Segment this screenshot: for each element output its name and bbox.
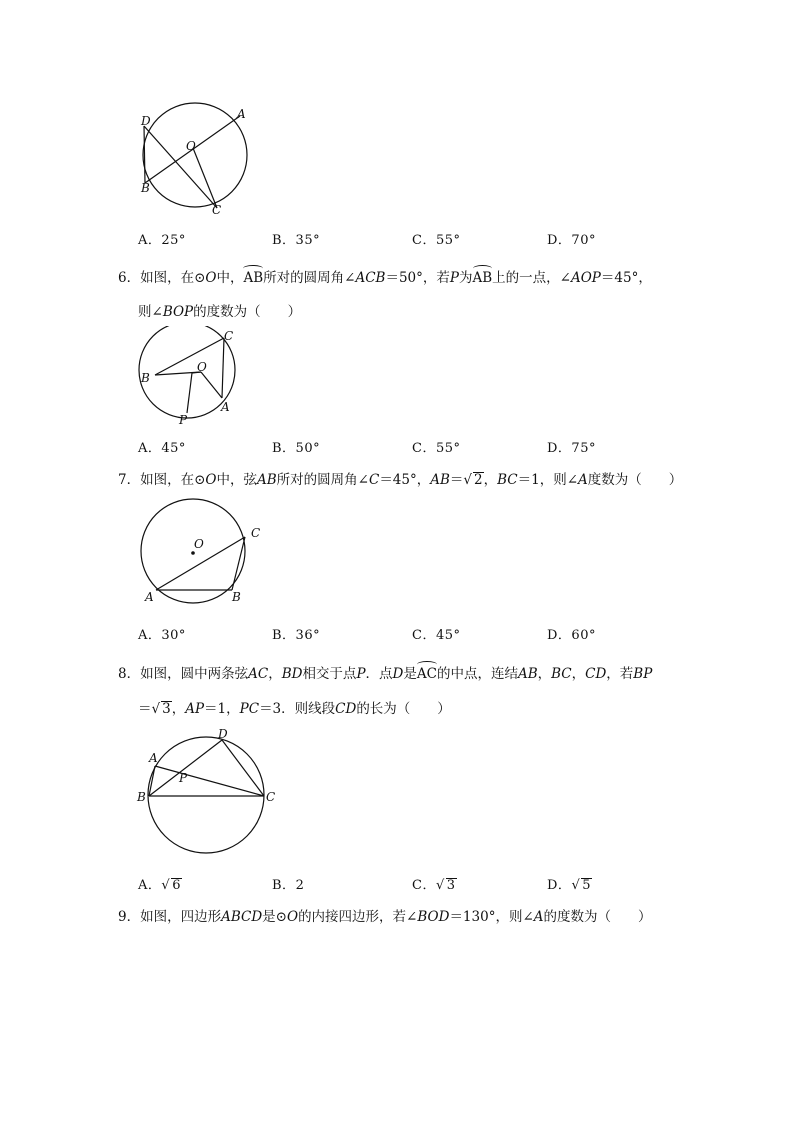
q6-arc-ab-1: AB (243, 270, 264, 286)
q7-circle (141, 499, 245, 603)
q6-stem-line1: 6．如图，在⊙O中，AB所对的圆周角∠ACB＝50°，若P为AB上的一点，∠AOP＝45°， (118, 270, 652, 286)
q5-option-a[interactable]: A．25° (138, 233, 186, 248)
q6-label-b: B (141, 371, 150, 385)
q5-label-o: O (186, 139, 196, 153)
q8-label-a: A (149, 751, 158, 765)
q7-option-d[interactable]: D．60° (547, 628, 596, 643)
q6-option-c[interactable]: C．55° (412, 441, 461, 456)
q6-chord-bc (155, 338, 224, 375)
q8-option-d[interactable]: D．√ 5 (547, 878, 592, 893)
q6-option-a[interactable]: A．45° (138, 441, 186, 456)
q6-label-o: O (197, 360, 207, 374)
q8-label-c: C (266, 790, 276, 804)
q7-stem: 7．如图，在⊙O中，弦AB所对的圆周角∠C＝45°，AB＝√ 2，BC＝1，则∠A度数为（ ） (118, 472, 683, 488)
q8-stem-line1: 8．如图，圆中两条弦AC，BD相交于点P．点D是AC的中点，连结AB，BC，CD，若BP (118, 666, 653, 682)
q8-diagram (134, 724, 284, 854)
q7-label-b: B (232, 590, 241, 604)
q5-chord-dc (144, 126, 217, 208)
q6-diagram (135, 326, 245, 426)
q8-arc-ac: AC (416, 666, 437, 682)
q5-label-c: C (212, 203, 222, 217)
q7-center-point (191, 551, 195, 555)
q8-chord-bd (149, 740, 222, 796)
q5-label-d: D (141, 114, 151, 128)
q8-stem-line2: ＝√ 3，AP＝1，PC＝3．则线段CD的长为（ ） (138, 701, 451, 717)
q7-label-a: A (145, 590, 154, 604)
q5-chord-db (144, 126, 145, 183)
q8-option-a[interactable]: A．√ 6 (138, 878, 181, 893)
q7-option-c[interactable]: C．45° (412, 628, 461, 643)
q8-label-d: D (218, 727, 228, 741)
q7-diagram (136, 496, 276, 611)
q6-option-d[interactable]: D．75° (547, 441, 596, 456)
q6-stem-line2: 则∠BOP的度数为（ ） (138, 304, 302, 320)
q8-option-b[interactable]: B．2 (272, 878, 305, 893)
q8-chord-ac (155, 766, 264, 796)
q8-option-c[interactable]: C．√ 3 (412, 878, 456, 893)
q6-label-c: C (224, 329, 234, 343)
q5-diagram (130, 98, 260, 223)
q6-radius-oa (201, 372, 222, 398)
q6-option-b[interactable]: B．50° (272, 441, 321, 456)
q7-label-o: O (194, 537, 204, 551)
q5-option-d[interactable]: D．70° (547, 233, 596, 248)
q6-chord-ca (222, 338, 224, 398)
q5-label-a: A (237, 107, 246, 121)
q5-radius-oc (193, 148, 217, 208)
q6-arc-ab-2: AB (472, 270, 493, 286)
q5-label-b: B (141, 181, 150, 195)
q8-label-p: P (179, 771, 188, 785)
q8-label-b: B (137, 790, 146, 804)
q7-option-b[interactable]: B．36° (272, 628, 321, 643)
q6-label-p: P (179, 413, 188, 426)
q9-stem: 9．如图，四边形ABCD是⊙O的内接四边形，若∠BOD＝130°，则∠A的度数为（ ） (118, 909, 652, 925)
q5-option-b[interactable]: B．35° (272, 233, 321, 248)
q7-option-a[interactable]: A．30° (138, 628, 186, 643)
q5-option-c[interactable]: C．55° (412, 233, 461, 248)
q5-circle (143, 103, 247, 207)
q7-label-c: C (251, 526, 261, 540)
q8-circle (148, 737, 264, 853)
q6-label-a: A (221, 400, 230, 414)
q6-radius-op (187, 373, 192, 413)
